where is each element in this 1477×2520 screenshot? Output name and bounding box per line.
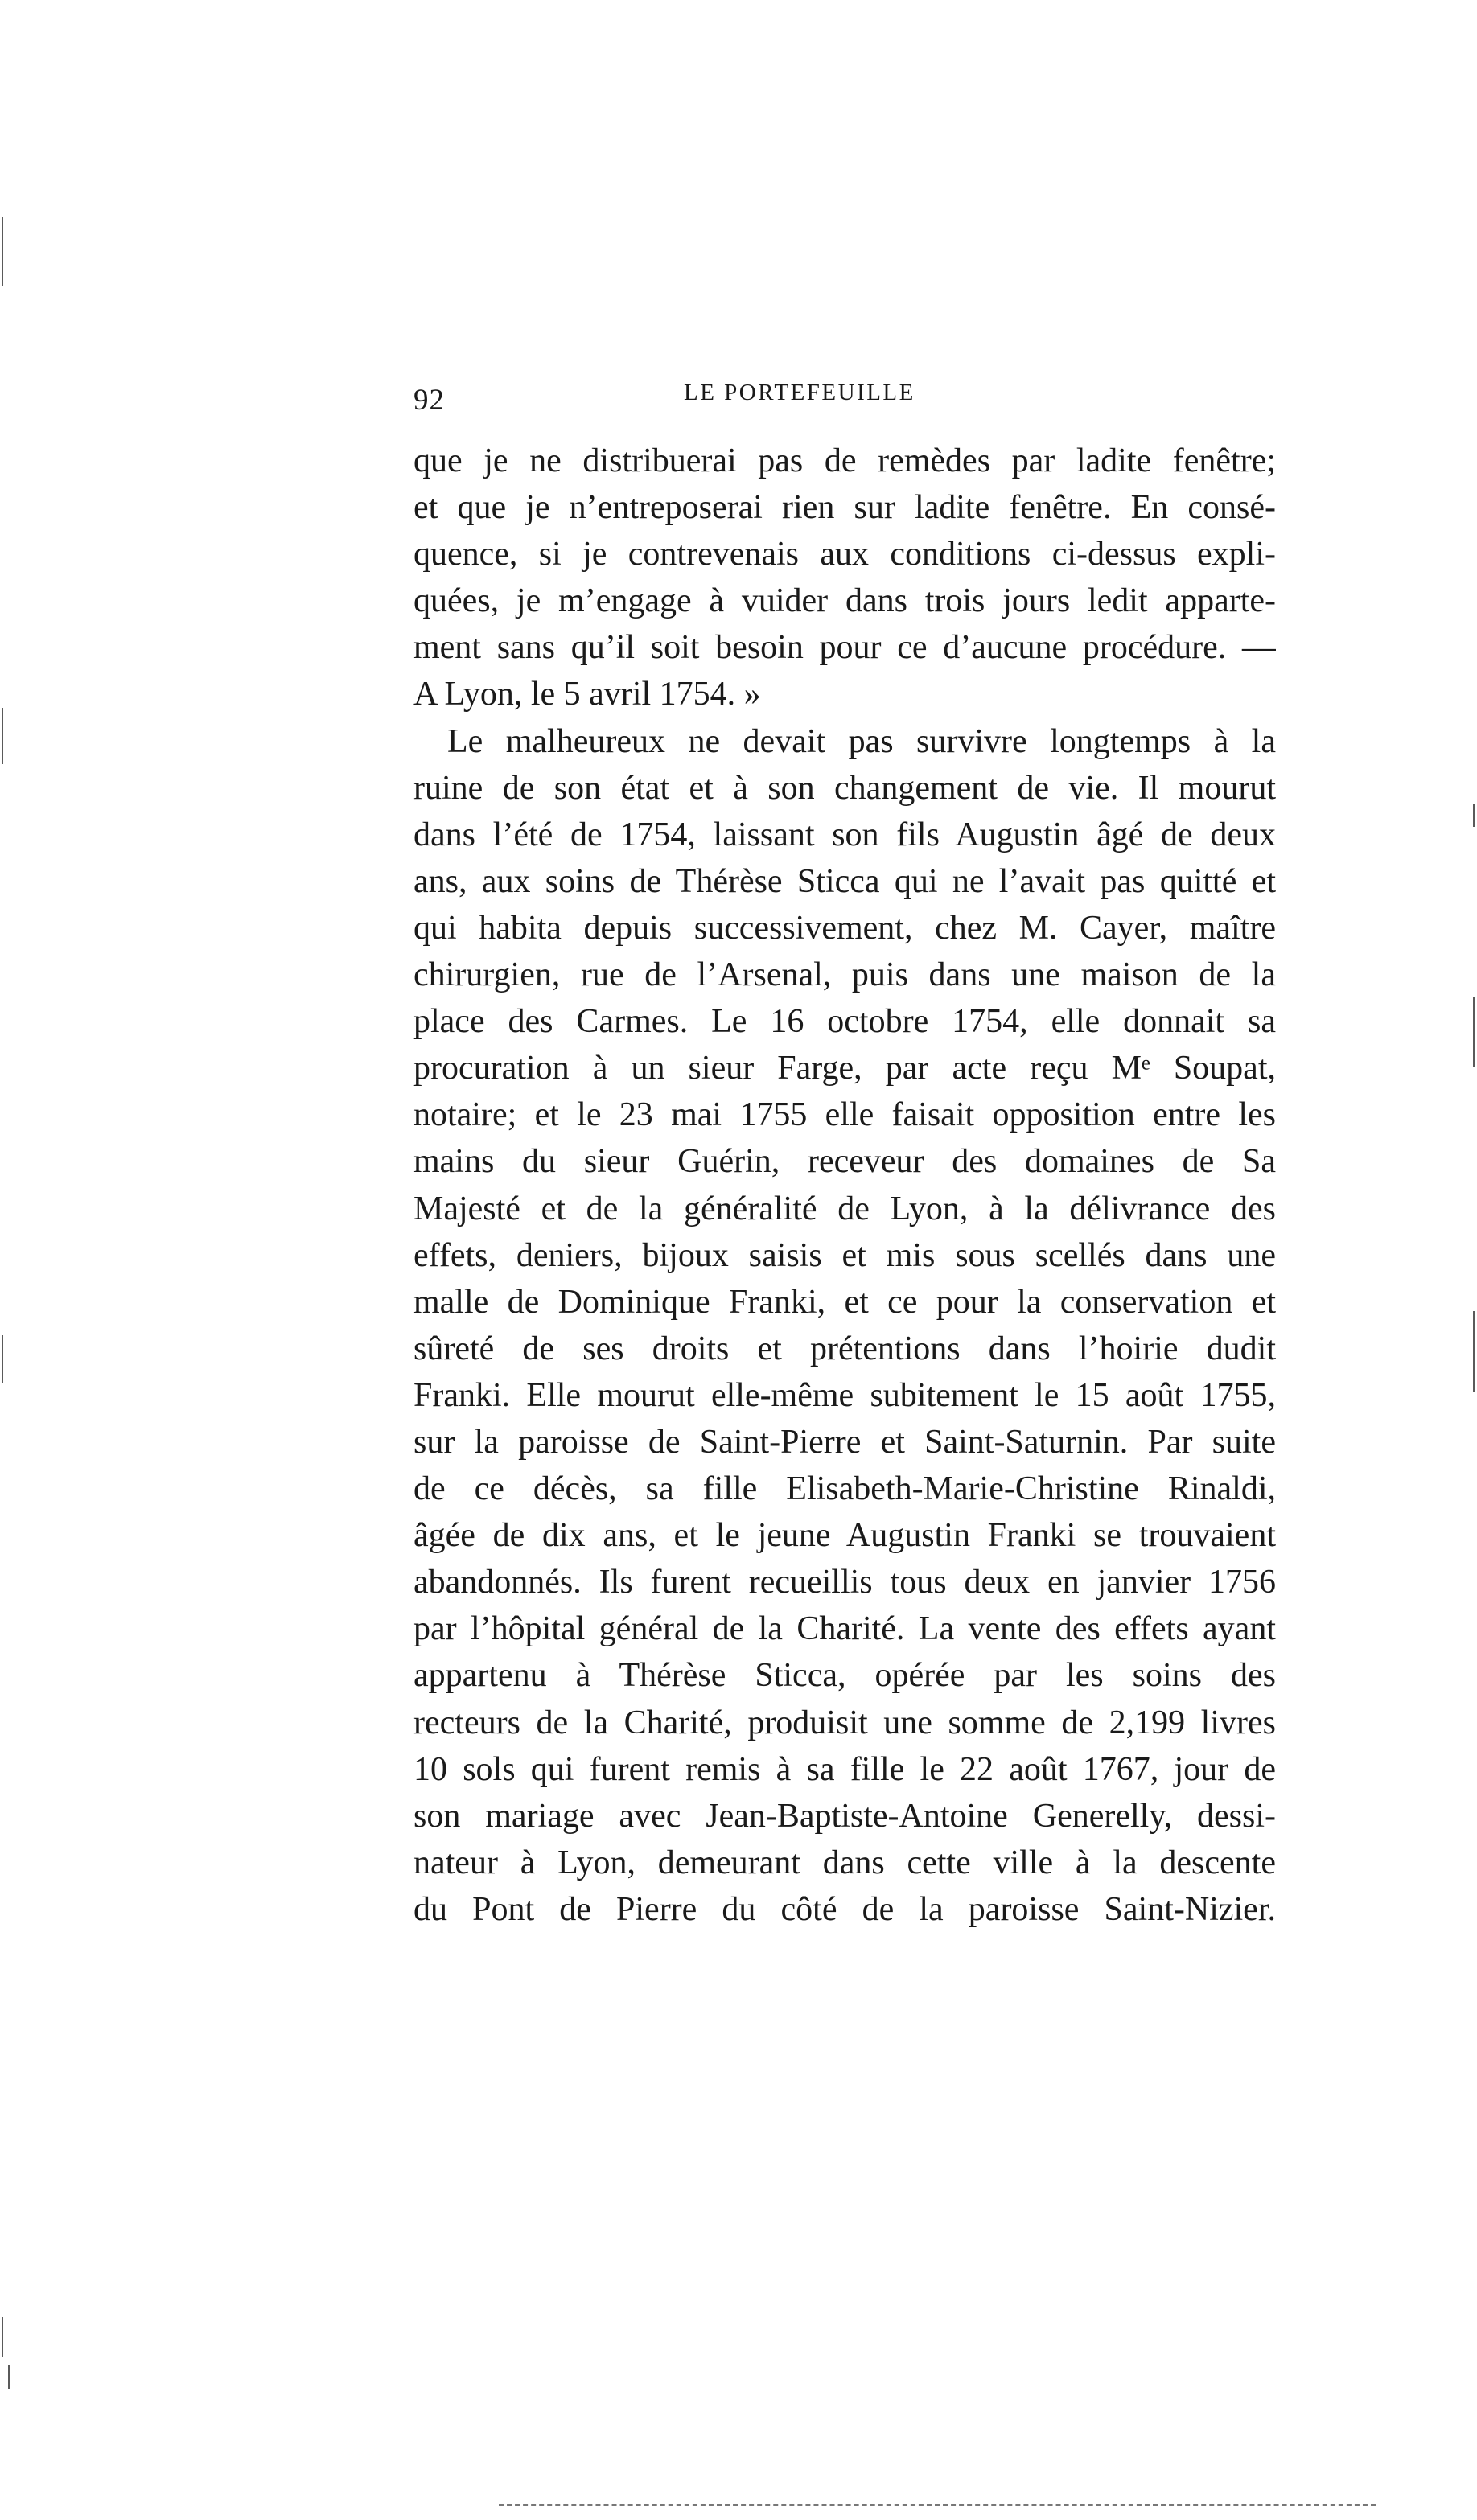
text-line: malle de Dominique Franki, et ce pour la conservation et <box>413 1283 1276 1321</box>
text-line: 10 sols qui furent remis à sa fille le 22 août 1767, jour de <box>413 1750 1276 1788</box>
text-line: dans l’été de 1754, laissant son fils Augustin âgé de deux <box>413 816 1276 853</box>
text-line: mains du sieur Guérin, receveur des domaines de Sa <box>413 1143 1276 1181</box>
running-title: LE PORTEFEUILLE <box>684 380 915 405</box>
text-line: chirurgien, rue de l’Arsenal, puis dans une maison de la <box>413 956 1276 994</box>
text-line: place des Carmes. Le 16 octobre 1754, elle donnait sa <box>413 1003 1276 1041</box>
text-line: du Pont de Pierre du côté de la paroisse Saint-Nizier. <box>413 1890 1276 1928</box>
text-line: ruine de son état et à son changement de vie. Il mourut <box>413 769 1276 807</box>
text-line: A Lyon, le 5 avril 1754. » <box>413 676 761 713</box>
text-line: sûreté de ses droits et prétentions dans l’hoirie dudit <box>413 1330 1276 1367</box>
scan-edge-mark <box>8 2365 10 2389</box>
scan-bottom-rule <box>499 2504 1376 2506</box>
page-number: 92 <box>413 384 445 417</box>
text-line: Franki. Elle mourut elle-même subitement le 15 août 1755, <box>413 1376 1276 1414</box>
text-line: âgée de dix ans, et le jeune Augustin Franki se trouvaient <box>413 1517 1276 1555</box>
text-line: quence, si je contrevenais aux conditions ci-dessus expli- <box>413 536 1276 573</box>
text-line: abandonnés. Ils furent recueillis tous deux en janvier 1756 <box>413 1564 1276 1601</box>
text-line: appartenu à Thérèse Sticca, opérée par les soins des <box>413 1657 1276 1695</box>
text-line: qui habita depuis successivement, chez M. Cayer, maître <box>413 909 1276 947</box>
scan-edge-mark <box>1473 1311 1475 1392</box>
scan-edge-mark <box>2 217 3 286</box>
text-line: ment sans qu’il soit besoin pour ce d’aucune procédure. — <box>413 629 1276 667</box>
text-line: son mariage avec Jean-Baptiste-Antoine Generelly, dessi- <box>413 1797 1276 1835</box>
text-line: recteurs de la Charité, produisit une somme de 2,199 livres <box>413 1704 1276 1741</box>
scan-edge-mark <box>2 2317 3 2357</box>
text-line: procuration à un sieur Farge, par acte reçu Mᵉ Soupat, <box>413 1050 1276 1087</box>
scan-edge-mark <box>1473 804 1475 827</box>
body-text <box>413 438 1276 1933</box>
text-line: effets, deniers, bijoux saisis et mis sous scellés dans une <box>413 1236 1276 1274</box>
text-line: et que je n’entreposerai rien sur ladite fenêtre. En consé- <box>413 489 1276 527</box>
text-line: que je ne distribuerai pas de remèdes par ladite fenêtre; <box>413 442 1276 479</box>
text-line: nateur à Lyon, demeurant dans cette ville à la descente <box>413 1844 1276 1881</box>
text-line: Le malheureux ne devait pas survivre longtemps à la <box>447 722 1276 760</box>
text-line: de ce décès, sa fille Elisabeth-Marie-Christine Rinaldi, <box>413 1470 1276 1508</box>
scan-edge-mark <box>1473 997 1475 1067</box>
text-line: notaire; et le 23 mai 1755 elle faisait opposition entre les <box>413 1096 1276 1134</box>
text-line: par l’hôpital général de la Charité. La vente des effets ayant <box>413 1610 1276 1648</box>
scan-edge-mark <box>2 708 3 764</box>
text-line: sur la paroisse de Saint-Pierre et Saint-Saturnin. Par suite <box>413 1423 1276 1461</box>
text-line: ans, aux soins de Thérèse Sticca qui ne l’avait pas quitté et <box>413 862 1276 900</box>
text-line: Majesté et de la généralité de Lyon, à la délivrance des <box>413 1190 1276 1227</box>
scan-edge-mark <box>2 1335 3 1383</box>
text-line: quées, je m’engage à vuider dans trois jours ledit apparte- <box>413 582 1276 620</box>
page-header <box>413 376 1282 425</box>
